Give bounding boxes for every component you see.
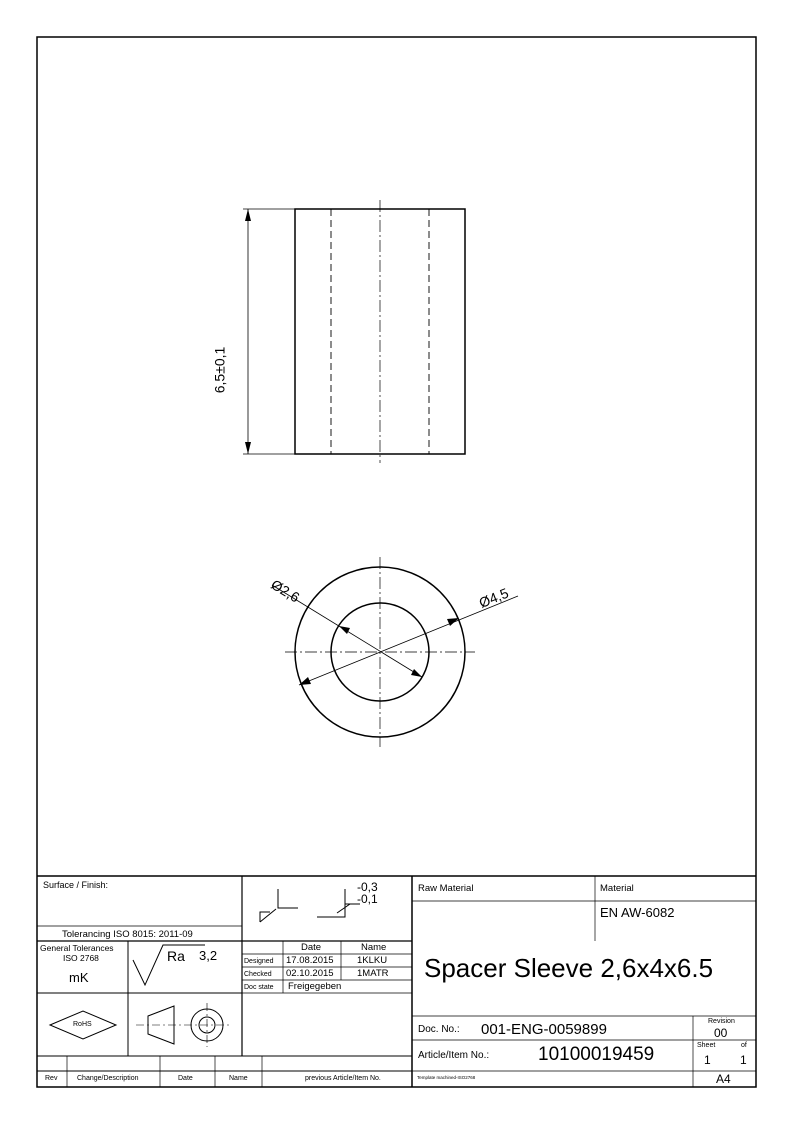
doc-no-value: 001-ENG-0059899: [481, 1021, 607, 1038]
checked-date: 02.10.2015: [286, 968, 334, 979]
edge-tolerance-lower: -0,1: [357, 892, 378, 906]
sheet-label: Sheet: [697, 1042, 716, 1049]
of-label: of: [741, 1042, 747, 1049]
general-tolerances-line2: ISO 2768: [63, 953, 99, 963]
designed-label: Designed: [244, 958, 274, 965]
designed-date: 17.08.2015: [286, 955, 334, 966]
col-name: Name: [229, 1075, 248, 1082]
drawing-title: Spacer Sleeve 2,6x4x6.5: [424, 953, 714, 983]
edge-symbol-icon: [260, 889, 360, 922]
revision-value: 00: [714, 1026, 728, 1040]
edge-tolerance-upper: -0,3: [357, 880, 378, 894]
rohs-label: RoHS: [73, 1021, 92, 1028]
article-value: 10100019459: [538, 1044, 655, 1065]
doc-state-value: Freigegeben: [288, 981, 342, 992]
designed-name: 1KLKU: [357, 955, 388, 966]
sheet-total: 1: [740, 1053, 747, 1067]
checked-name: 1MATR: [357, 968, 389, 979]
col-change-description: Change/Description: [77, 1075, 139, 1082]
col-rev: Rev: [45, 1075, 58, 1082]
length-dimension-text: 6,5±0,1: [211, 346, 228, 394]
sheet-number: 1: [704, 1053, 711, 1067]
material-value: EN AW-6082: [600, 905, 675, 920]
surface-finish-label: Surface / Finish:: [43, 880, 109, 890]
revision-label: Revision: [708, 1018, 735, 1025]
date-header: Date: [301, 942, 322, 953]
material-label: Material: [600, 883, 634, 894]
template-note: Template machined-ISO2768: [417, 1075, 476, 1080]
projection-symbol-icon: [136, 1003, 229, 1047]
col-date: Date: [178, 1075, 193, 1082]
side-view: [243, 200, 465, 463]
general-tolerances-line1: General Tolerances: [40, 943, 114, 953]
inner-diameter-text: Ø2,6: [268, 576, 303, 606]
doc-state-label: Doc state: [244, 984, 274, 991]
article-label: Article/Item No.:: [418, 1050, 490, 1061]
col-previous-article: previous Article/Item No.: [305, 1075, 381, 1082]
general-tolerance-class: mK: [69, 970, 89, 985]
format-size: A4: [716, 1072, 731, 1086]
outer-diameter-text: Ø4,5: [476, 584, 511, 611]
roughness-label: Ra: [167, 948, 185, 964]
raw-material-label: Raw Material: [418, 883, 474, 894]
checked-label: Checked: [244, 971, 272, 978]
roughness-value: 3,2: [199, 948, 218, 963]
tolerancing-standard: Tolerancing ISO 8015: 2011-09: [62, 929, 193, 940]
end-view: [272, 557, 518, 747]
doc-no-label: Doc. No.:: [418, 1024, 460, 1035]
name-header: Name: [361, 942, 387, 953]
